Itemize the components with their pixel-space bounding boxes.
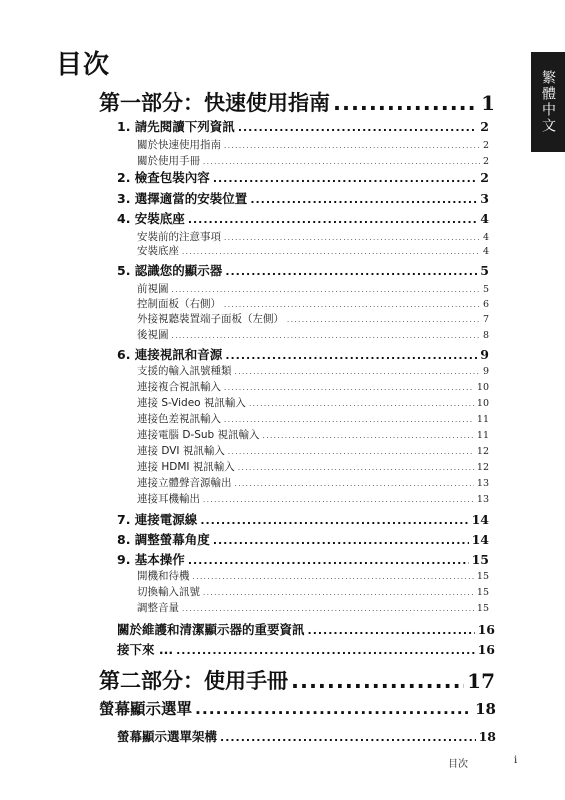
toc-entry-page: 16 xyxy=(477,622,495,637)
toc-leader-dots xyxy=(188,554,469,567)
toc-leader-dots xyxy=(195,700,472,718)
toc-entry[interactable] xyxy=(137,379,489,393)
toc-entry-title: 關於使用手冊 xyxy=(137,155,200,167)
toc-entry-title: 螢幕顯示選單 xyxy=(99,700,193,718)
toc-entry[interactable] xyxy=(117,550,489,566)
toc-entry-title: 2. 檢查包裝內容 xyxy=(117,170,210,185)
toc-entry-page: 18 xyxy=(475,700,496,718)
toc-entry-page: 11 xyxy=(476,430,489,441)
toc-leader-dots xyxy=(224,301,480,309)
toc-leader-dots xyxy=(172,332,480,340)
toc-entry-page: 15 xyxy=(476,587,489,598)
toc-entry[interactable] xyxy=(117,117,489,133)
toc-entry[interactable] xyxy=(137,153,489,167)
toc-leader-dots xyxy=(225,349,477,362)
toc-entry[interactable] xyxy=(117,209,489,225)
toc-entry[interactable] xyxy=(137,491,489,505)
toc-entry[interactable] xyxy=(99,87,495,115)
toc-entry-page: 9 xyxy=(482,366,489,377)
toc-entry-title: 切換輸入訊號 xyxy=(137,586,200,598)
toc-leader-dots xyxy=(200,514,468,527)
toc-leader-dots xyxy=(238,121,477,134)
toc-entry-title: 連接 DVI 視訊輸入 xyxy=(137,445,225,457)
toc-leader-dots xyxy=(176,644,474,657)
toc-entry-page: 10 xyxy=(476,398,489,409)
toc-entry-page: 9 xyxy=(480,347,489,362)
toc-entry[interactable] xyxy=(117,620,495,636)
toc-entry-title: 支援的輸入訊號種類 xyxy=(137,365,232,377)
toc-entry-page: 14 xyxy=(471,532,489,547)
toc-leader-dots xyxy=(250,193,477,206)
toc-entry[interactable] xyxy=(137,475,489,489)
toc-entry-page: 12 xyxy=(476,446,489,457)
toc-entry-page: 15 xyxy=(471,552,489,567)
language-tab-label: 繁體中文 xyxy=(540,70,556,134)
toc-entry-page: 1 xyxy=(481,91,495,115)
toc-entry[interactable] xyxy=(117,189,489,205)
toc-entry-page: 7 xyxy=(482,314,489,325)
toc-entry-title: 外接視聽裝置端子面板（左側） xyxy=(137,313,284,325)
toc-entry-page: 12 xyxy=(476,462,489,473)
page-footer xyxy=(448,755,518,770)
toc-entry-page: 15 xyxy=(476,603,489,614)
toc-entry-title: 控制面板（右側） xyxy=(137,298,221,310)
toc-leader-dots xyxy=(172,286,480,294)
toc-entry-page: 2 xyxy=(480,119,489,134)
toc-entry-page: 8 xyxy=(482,330,489,341)
toc-entry-title: 連接 S-Video 視訊輸入 xyxy=(137,397,246,409)
toc-entry-title: 1. 請先閱讀下列資訊 xyxy=(117,119,235,134)
toc-leader-dots xyxy=(235,368,480,376)
toc-entry[interactable] xyxy=(137,243,489,257)
toc-entry-title: 7. 連接電源線 xyxy=(117,512,198,527)
toc-leader-dots xyxy=(228,448,474,456)
toc-leader-dots xyxy=(224,384,474,392)
toc-entry[interactable] xyxy=(117,727,496,743)
toc-entry-title: 第一部分：快速使用指南 xyxy=(99,91,330,115)
toc-entry-title: 5. 認識您的顯示器 xyxy=(117,263,223,278)
toc-leader-dots xyxy=(203,158,480,166)
toc-leader-dots xyxy=(203,496,474,504)
toc-entry[interactable] xyxy=(117,640,495,656)
toc-entry-title: 前視圖 xyxy=(137,283,169,295)
language-tab xyxy=(531,52,565,152)
toc-entry-title: 連接 HDMI 視訊輸入 xyxy=(137,461,235,473)
toc-entry-page: 13 xyxy=(476,494,489,505)
toc-leader-dots xyxy=(291,669,464,693)
toc-entry-title: 調整音量 xyxy=(137,602,179,614)
toc-entry-title: 連接電腦 D-Sub 視訊輸入 xyxy=(137,429,260,441)
toc-entry[interactable] xyxy=(137,411,489,425)
toc-entry[interactable] xyxy=(117,510,489,526)
toc-entry-page: 4 xyxy=(482,232,489,243)
toc-entry[interactable] xyxy=(137,600,489,614)
toc-entry[interactable] xyxy=(137,229,489,243)
toc-leader-dots xyxy=(308,624,475,637)
toc-leader-dots xyxy=(193,573,474,581)
toc-entry-page: 2 xyxy=(482,156,489,167)
toc-entry-page: 6 xyxy=(482,299,489,310)
toc-entry-page: 15 xyxy=(476,571,489,582)
toc-entry-page: 13 xyxy=(476,478,489,489)
toc-entry-title: 開機和待機 xyxy=(137,570,190,582)
toc-entry[interactable] xyxy=(117,168,489,184)
toc-leader-dots xyxy=(224,142,480,150)
toc-leader-dots xyxy=(263,432,474,440)
toc-entry-page: 5 xyxy=(480,263,489,278)
toc-entry-title: 關於快速使用指南 xyxy=(137,139,221,151)
toc-entry-page: 2 xyxy=(480,170,489,185)
toc-leader-dots xyxy=(220,731,476,744)
toc-entry-title: 連接立體聲音源輸出 xyxy=(137,477,232,489)
toc-leader-dots xyxy=(225,265,477,278)
toc-leader-dots xyxy=(287,316,480,324)
toc-entry-page: 2 xyxy=(482,140,489,151)
toc-entry-title: 第二部分：使用手冊 xyxy=(99,669,288,693)
toc-entry[interactable] xyxy=(137,568,489,582)
toc-entry[interactable] xyxy=(137,281,489,295)
toc-entry[interactable] xyxy=(137,443,489,457)
toc-entry-page: 3 xyxy=(480,191,489,206)
toc-entry-page: 4 xyxy=(482,246,489,257)
toc-entry-title: 連接色差視訊輸入 xyxy=(137,413,221,425)
toc-entry-page: 5 xyxy=(482,284,489,295)
toc-entry-page: 14 xyxy=(471,512,489,527)
toc-entry-title: 9. 基本操作 xyxy=(117,552,185,567)
toc-entry[interactable] xyxy=(137,395,489,409)
toc-entry[interactable] xyxy=(137,459,489,473)
toc-leader-dots xyxy=(235,480,474,488)
toc-entry-title: 8. 調整螢幕角度 xyxy=(117,532,210,547)
toc-entry-page: 11 xyxy=(476,414,489,425)
toc-entry-page: 10 xyxy=(476,382,489,393)
toc-entry[interactable] xyxy=(117,530,489,546)
toc-entry[interactable] xyxy=(117,345,489,361)
toc-entry-title: 螢幕顯示選單架構 xyxy=(117,729,218,744)
toc-entry-page: 4 xyxy=(480,211,489,226)
toc-leader-dots xyxy=(224,416,474,424)
toc-entry-title: 6. 連接視訊和音源 xyxy=(117,347,223,362)
toc-entry[interactable] xyxy=(117,261,489,277)
toc-leader-dots xyxy=(238,464,474,472)
toc-entry-title: 後視圖 xyxy=(137,329,169,341)
toc-entry[interactable] xyxy=(137,137,489,151)
toc-leader-dots xyxy=(182,248,480,256)
toc-entry[interactable] xyxy=(99,665,495,693)
toc-entry-title: 安裝底座 xyxy=(137,245,179,257)
toc-entry[interactable] xyxy=(137,311,489,325)
toc-entry-title: 連接複合視訊輸入 xyxy=(137,381,221,393)
toc-leader-dots xyxy=(182,605,474,613)
toc-entry[interactable] xyxy=(137,327,489,341)
toc-entry-title: 4. 安裝底座 xyxy=(117,211,185,226)
footer-page-number: i xyxy=(514,755,518,766)
toc-entry[interactable] xyxy=(137,296,489,310)
toc-entry-title: 安裝前的注意事項 xyxy=(137,231,221,243)
toc-entry-title: 連接耳機輸出 xyxy=(137,493,200,505)
toc-entry[interactable] xyxy=(99,697,496,719)
toc-leader-dots xyxy=(203,589,474,597)
toc-entry-title: 3. 選擇適當的安裝位置 xyxy=(117,191,248,206)
toc-entry-page: 17 xyxy=(467,669,495,693)
toc-entry-title: 接下來 ... xyxy=(117,642,174,657)
toc-leader-dots xyxy=(333,91,478,115)
toc-entry[interactable] xyxy=(137,584,489,598)
footer-label: 目次 xyxy=(448,759,468,770)
toc-entry[interactable] xyxy=(137,427,489,441)
toc-entry[interactable] xyxy=(137,363,489,377)
toc-leader-dots xyxy=(188,213,477,226)
page-title: 目次 xyxy=(56,50,111,80)
toc-entry-title: 關於維護和清潔顯示器的重要資訊 xyxy=(117,622,305,637)
toc-leader-dots xyxy=(224,234,480,242)
toc-leader-dots xyxy=(249,400,474,408)
toc-entry-page: 16 xyxy=(477,642,495,657)
toc-entry-page: 18 xyxy=(478,729,496,744)
toc-leader-dots xyxy=(213,534,469,547)
toc-leader-dots xyxy=(213,172,477,185)
